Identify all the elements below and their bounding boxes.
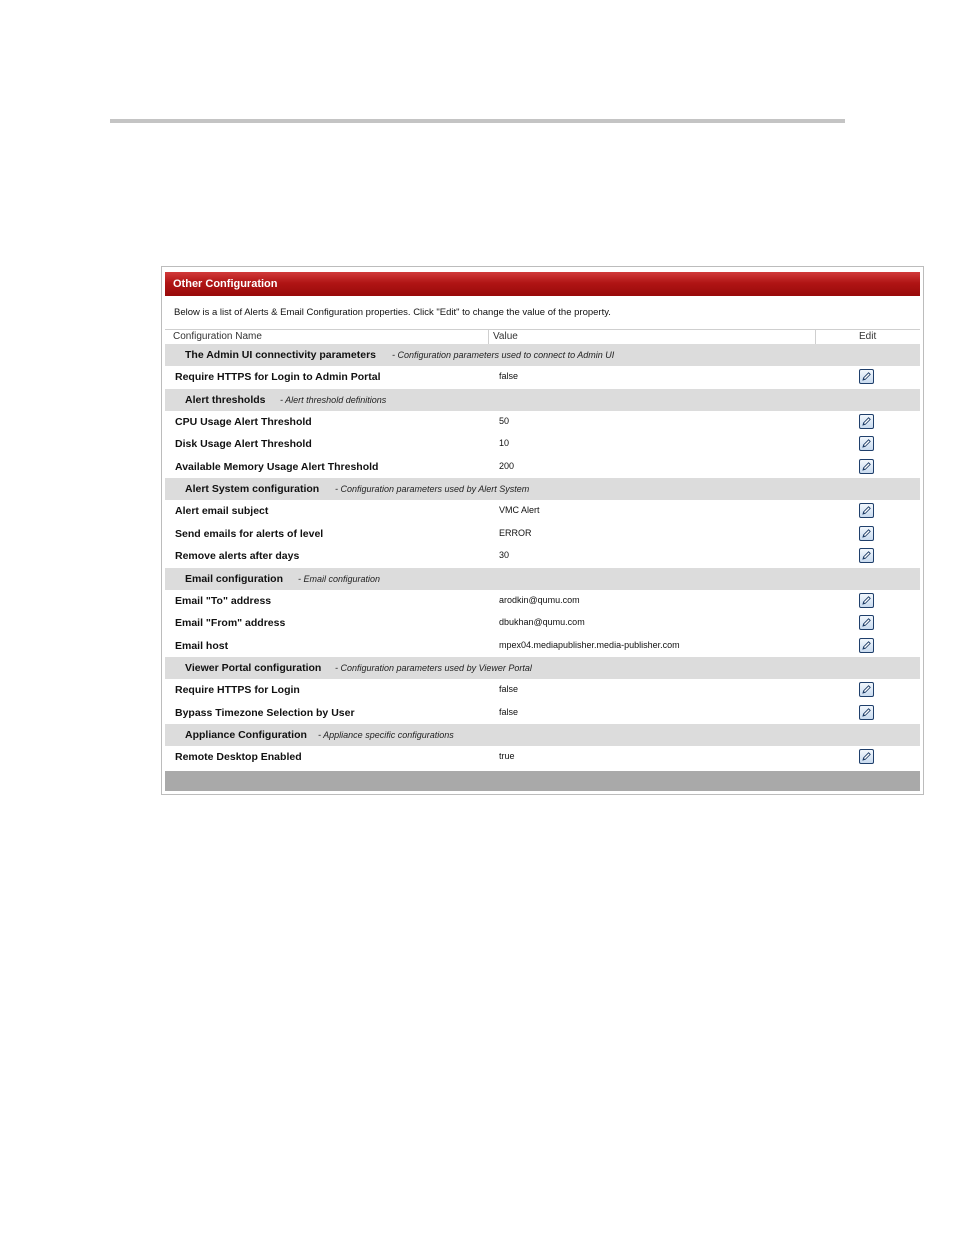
table-row: [165, 746, 920, 769]
group-description: - Configuration parameters used to connect to Admin UI: [392, 350, 615, 360]
group-title: Alert thresholds: [185, 393, 266, 406]
table-row: [165, 590, 920, 613]
group-row: [165, 389, 920, 411]
group-description: - Alert threshold definitions: [280, 394, 387, 405]
group-row: [165, 568, 920, 590]
group-title: The Admin UI connectivity parameters: [185, 349, 376, 361]
property-name: Require HTTPS for Login: [175, 684, 300, 696]
top-rule: [110, 119, 845, 123]
table-row: [165, 679, 920, 702]
property-name: Remote Desktop Enabled: [175, 751, 302, 763]
edit-button[interactable]: [859, 749, 874, 764]
edit-button[interactable]: [859, 526, 874, 541]
property-name: Remove alerts after days: [175, 550, 300, 562]
property-name: Available Memory Usage Alert Threshold: [175, 460, 379, 473]
table-row: [165, 612, 920, 635]
property-value: mpex04.mediapublisher.media-publisher.com: [499, 639, 680, 650]
group-description: - Configuration parameters used by Viewer Portal: [335, 663, 532, 673]
property-name: Email host: [175, 639, 229, 652]
table-row: [165, 411, 920, 434]
column-header: [165, 329, 920, 345]
group-title: Email configuration: [185, 572, 284, 585]
group-row: [165, 724, 920, 746]
config-rows: [165, 344, 920, 769]
column-divider: [488, 330, 489, 344]
column-divider: [815, 330, 816, 344]
group-row: [165, 344, 920, 366]
property-value: 10: [499, 438, 510, 448]
table-row: [165, 366, 920, 389]
group-title: Viewer Portal configuration: [185, 662, 322, 674]
table-row: [165, 545, 920, 568]
panel-footer: [165, 771, 920, 791]
property-name: Send emails for alerts of level: [175, 527, 324, 540]
group-title: Appliance Configuration: [185, 729, 307, 741]
property-name: Disk Usage Alert Threshold: [175, 438, 312, 450]
edit-button[interactable]: [859, 369, 874, 384]
property-value: false: [499, 684, 519, 694]
panel-intro: Below is a list of Alerts & Email Configuration properties. Click "Edit" to change the value of the property.: [174, 307, 611, 318]
property-value: true: [499, 751, 515, 761]
table-row: [165, 702, 920, 725]
group-row: [165, 657, 920, 679]
property-name: Email "To" address: [175, 594, 272, 607]
edit-button[interactable]: [859, 414, 874, 429]
edit-button[interactable]: [859, 459, 874, 474]
property-value: 30: [499, 550, 510, 560]
group-description: - Configuration parameters used by Alert System: [335, 484, 530, 494]
property-name: Bypass Timezone Selection by User: [175, 706, 355, 719]
property-name: Email "From" address: [175, 617, 286, 629]
property-value: 200: [499, 460, 515, 471]
property-name: CPU Usage Alert Threshold: [175, 415, 312, 428]
edit-button[interactable]: [859, 615, 874, 630]
edit-button[interactable]: [859, 503, 874, 518]
table-row: [165, 635, 920, 658]
table-row: [165, 433, 920, 456]
column-edit: Edit: [859, 331, 877, 342]
edit-button[interactable]: [859, 436, 874, 451]
edit-button[interactable]: [859, 705, 874, 720]
property-value: arodkin@qumu.com: [499, 594, 580, 605]
column-config-name: Configuration Name: [173, 331, 262, 342]
group-row: [165, 478, 920, 500]
group-description: - Email configuration: [298, 573, 381, 584]
property-value: VMC Alert: [499, 505, 540, 515]
table-row: [165, 523, 920, 546]
table-row: [165, 500, 920, 523]
property-name: Require HTTPS for Login to Admin Portal: [175, 371, 381, 383]
property-value: false: [499, 706, 519, 717]
table-row: [165, 456, 920, 479]
edit-button[interactable]: [859, 593, 874, 608]
group-title: Alert System configuration: [185, 483, 320, 495]
column-value: Value: [493, 331, 518, 342]
property-value: 50: [499, 415, 510, 426]
property-name: Alert email subject: [175, 505, 269, 517]
edit-button[interactable]: [859, 682, 874, 697]
group-description: - Appliance specific configurations: [318, 730, 454, 740]
panel-title: Other Configuration: [165, 272, 920, 296]
edit-button[interactable]: [859, 638, 874, 653]
edit-button[interactable]: [859, 548, 874, 563]
property-value: false: [499, 371, 519, 381]
other-configuration-panel: [161, 266, 924, 795]
property-value: ERROR: [499, 527, 532, 538]
property-value: dbukhan@qumu.com: [499, 617, 585, 627]
